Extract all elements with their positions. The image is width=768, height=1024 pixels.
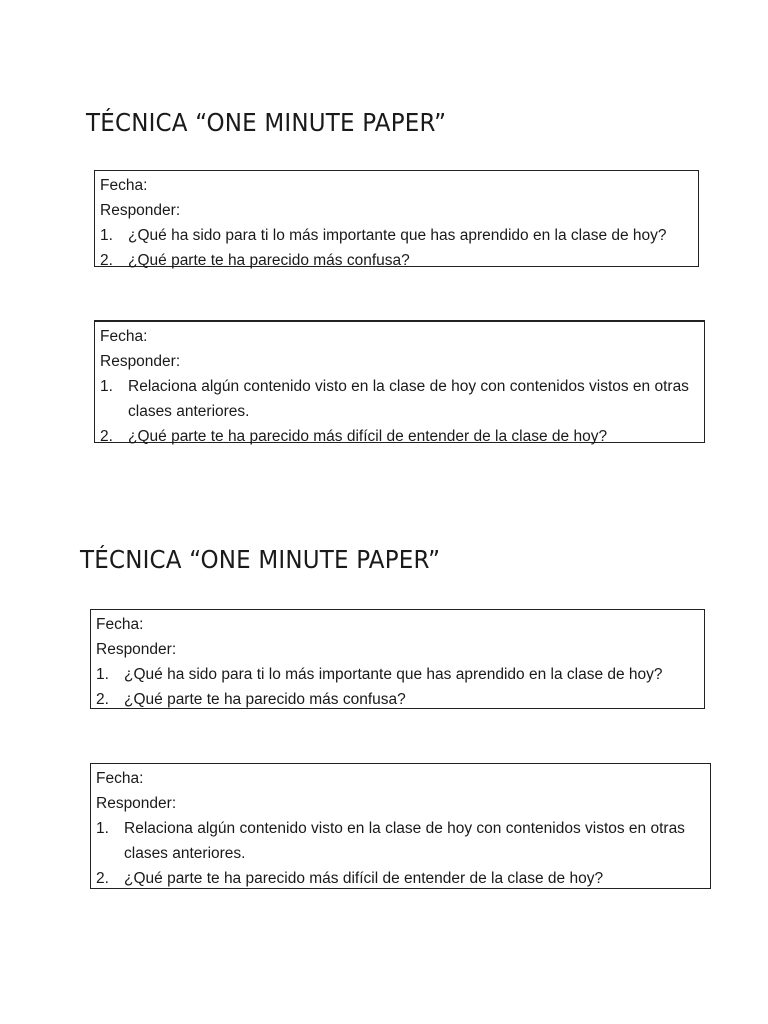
question-card: [90, 609, 705, 709]
item-number: 2.: [96, 691, 109, 708]
item-text: Relaciona algún contenido visto en la clase de hoy con contenidos vistos en otras clases anteriores.: [124, 820, 685, 862]
list-item: [96, 662, 704, 687]
list-item: [96, 866, 710, 891]
item-number: 1.: [100, 378, 113, 395]
item-text: ¿Qué ha sido para ti lo más importante que has aprendido en la clase de hoy?: [124, 666, 663, 683]
question-card: [90, 763, 711, 889]
question-card: [94, 170, 699, 267]
list-item: [100, 248, 698, 273]
page-title: TÉCNICA “ONE MINUTE PAPER”: [86, 108, 447, 137]
item-text: ¿Qué parte te ha parecido más difícil de entender de la clase de hoy?: [124, 870, 604, 887]
item-number: 2.: [100, 252, 113, 269]
list-item: [96, 687, 704, 712]
fecha-label: Fecha:: [100, 177, 148, 194]
item-number: 1.: [96, 666, 109, 683]
item-text: ¿Qué ha sido para ti lo más importante que has aprendido en la clase de hoy?: [128, 227, 667, 244]
item-number: 1.: [96, 820, 109, 837]
list-item: [96, 816, 710, 866]
item-text: ¿Qué parte te ha parecido más confusa?: [128, 252, 410, 269]
responder-label: Responder:: [96, 795, 177, 812]
responder-label: Responder:: [100, 202, 181, 219]
list-item: [100, 424, 704, 449]
page-title: TÉCNICA “ONE MINUTE PAPER”: [80, 545, 441, 574]
question-card: [94, 320, 705, 443]
responder-label: Responder:: [100, 353, 181, 370]
item-number: 2.: [96, 870, 109, 887]
fecha-label: Fecha:: [100, 328, 148, 345]
responder-label: Responder:: [96, 641, 177, 658]
fecha-label: Fecha:: [96, 616, 144, 633]
list-item: [100, 374, 704, 424]
item-text: Relaciona algún contenido visto en la clase de hoy con contenidos vistos en otras clases anteriores.: [128, 378, 689, 420]
list-item: [100, 223, 698, 248]
item-text: ¿Qué parte te ha parecido más confusa?: [124, 691, 406, 708]
fecha-label: Fecha:: [96, 770, 144, 787]
item-number: 2.: [100, 428, 113, 445]
item-number: 1.: [100, 227, 113, 244]
item-text: ¿Qué parte te ha parecido más difícil de entender de la clase de hoy?: [128, 428, 608, 445]
